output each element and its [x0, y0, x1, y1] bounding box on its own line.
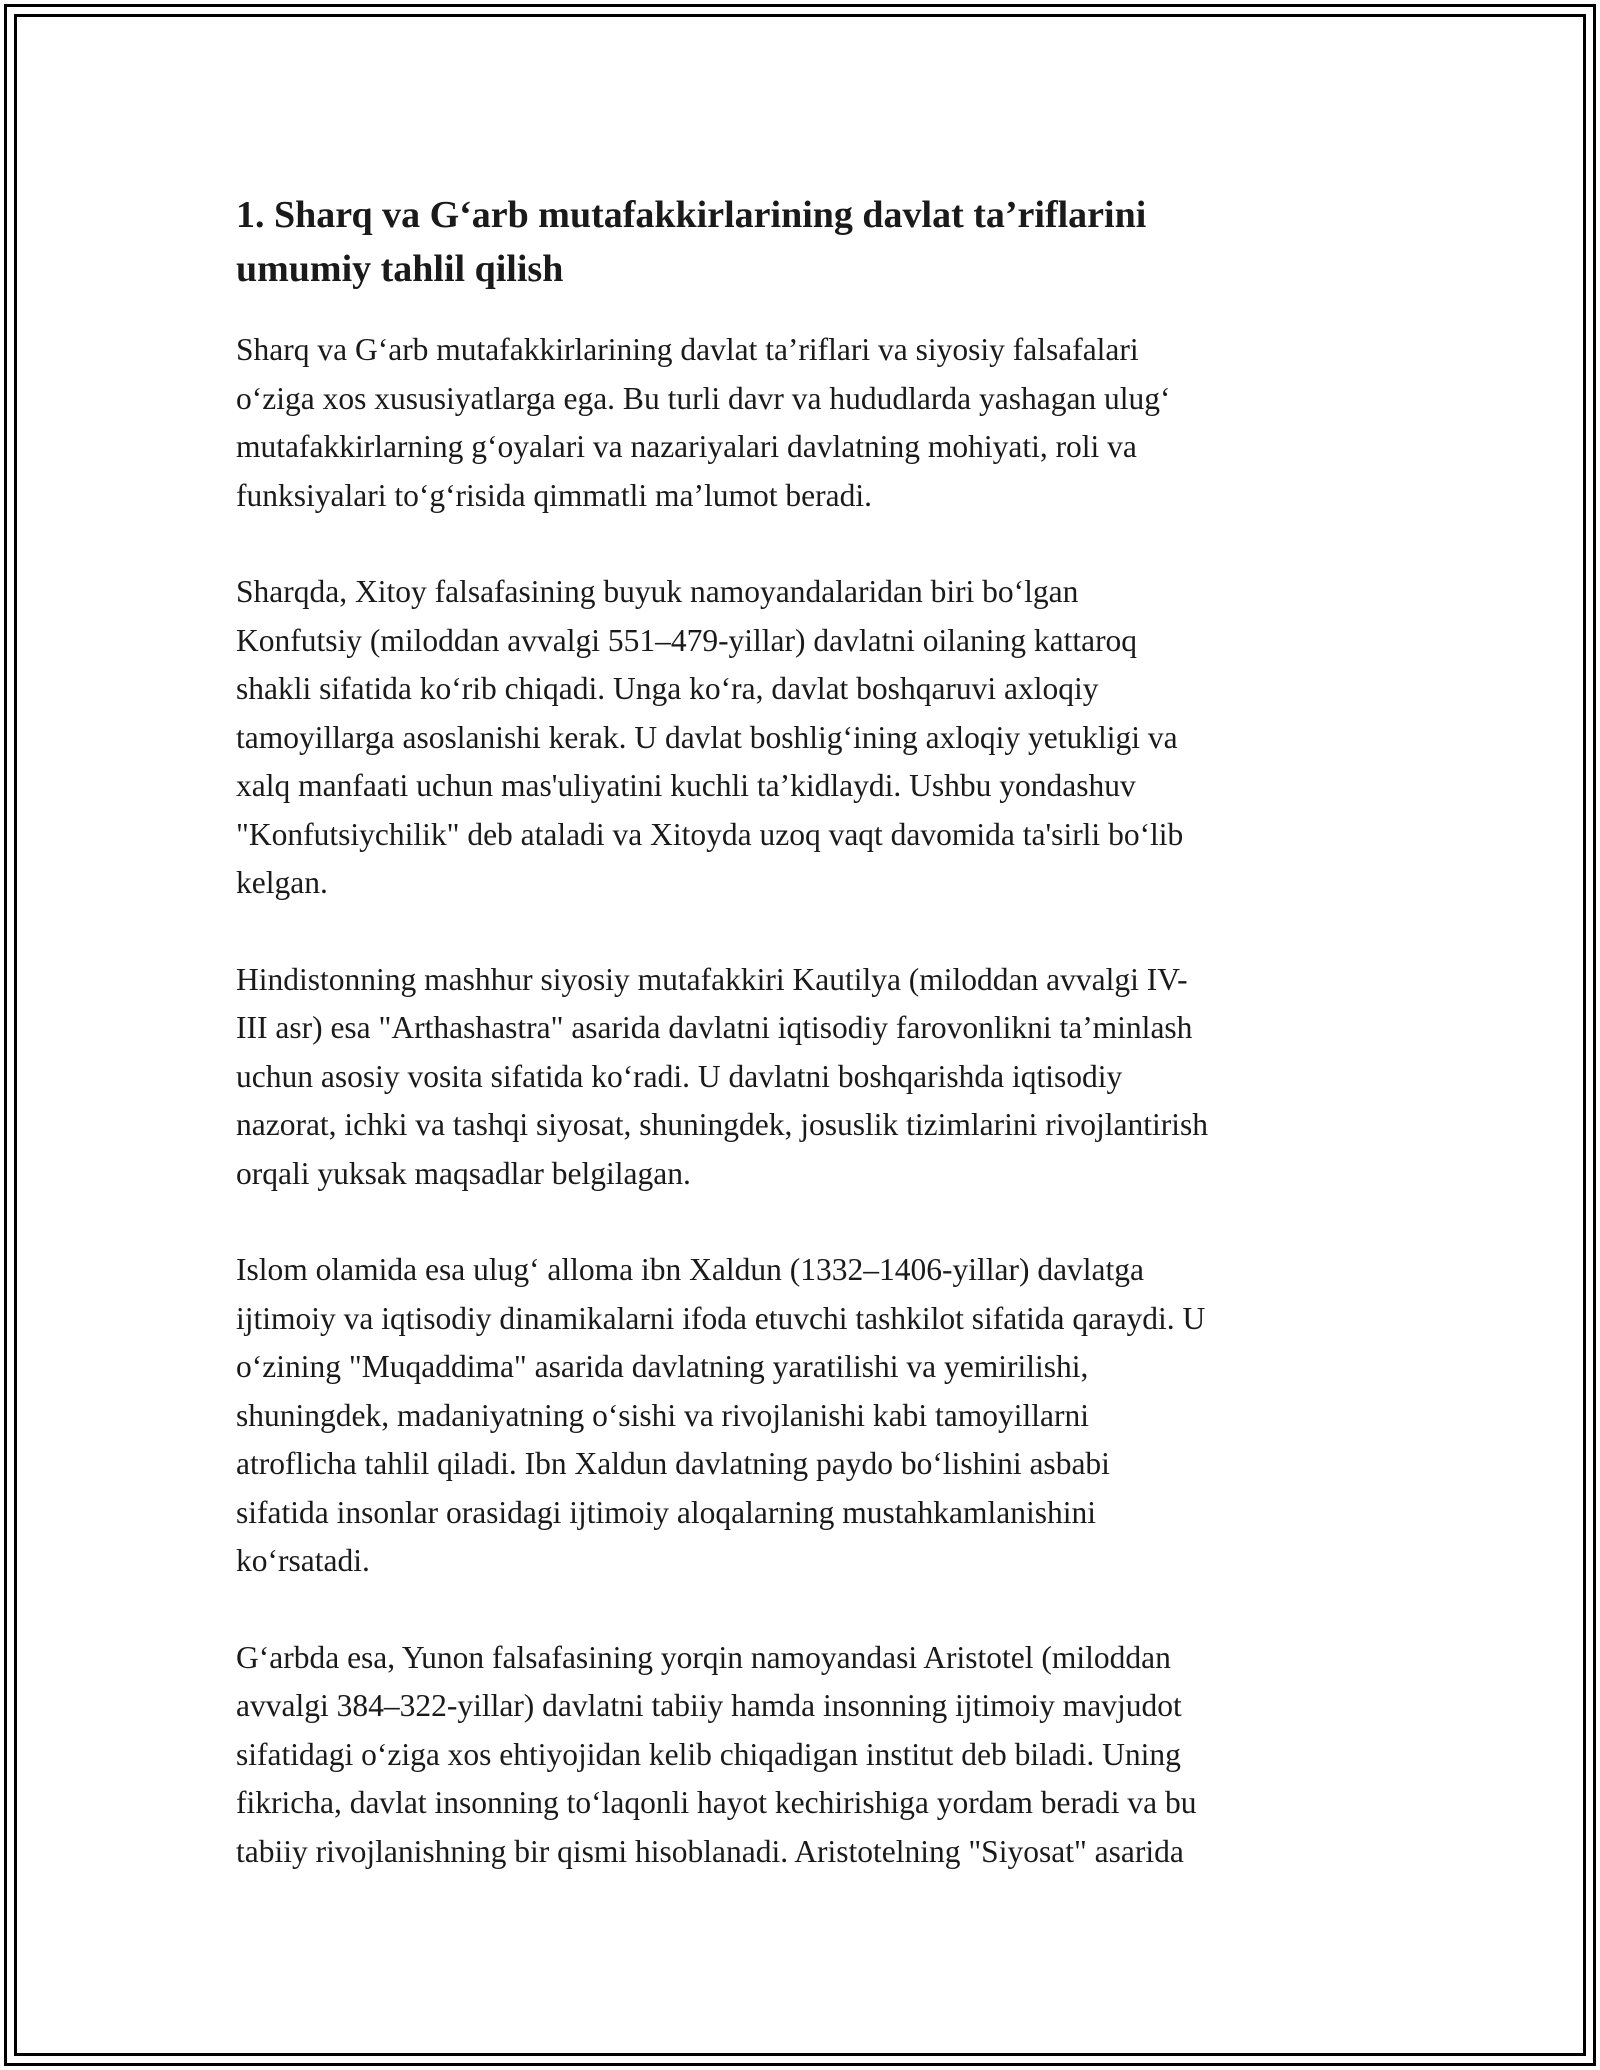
paragraph-kautilya	[236, 956, 1376, 1199]
heading-line: 1. Sharq va G‘arb mutafakkirlarining davlat ta’riflarini	[236, 194, 1147, 236]
text-line: tabiiy rivojlanishning bir qismi hisoblanadi. Aristotelning "Siyosat" asarida	[236, 1833, 1184, 1869]
text-line: Konfutsiy (miloddan avvalgi 551–479-yillar) davlatni oilaning kattaroq	[236, 622, 1138, 658]
text-line: shakli sifatida ko‘rib chiqadi. Unga ko‘ra, davlat boshqaruvi axloqiy	[236, 671, 1099, 706]
text-line: Sharqda, Xitoy falsafasining buyuk namoyandalaridan biri bo‘lgan	[236, 574, 1079, 609]
text-line: Islom olamida esa ulug‘ alloma ibn Xaldun (1332–1406-yillar) davlatga	[236, 1252, 1145, 1287]
text-line: atroflicha tahlil qiladi. Ibn Xaldun davlatning paydo bo‘lishini asbabi	[236, 1446, 1110, 1481]
text-line: ijtimoiy va iqtisodiy dinamikalarni ifoda etuvchi tashkilot sifatida qaraydi. U	[236, 1300, 1206, 1336]
text-line: Sharq va G‘arb mutafakkirlarining davlat ta’riflari va siyosiy falsafalari	[236, 332, 1139, 367]
text-line: o‘ziga xos xususiyatlarga ega. Bu turli davr va hududlarda yashagan ulug‘	[236, 380, 1171, 416]
text-line: "Konfutsiychilik" deb ataladi va Xitoyda uzoq vaqt davomida ta'sirli bo‘lib	[236, 816, 1184, 852]
text-line: G‘arbda esa, Yunon falsafasining yorqin namoyandasi Aristotel (miloddan	[236, 1639, 1171, 1675]
section-heading	[236, 188, 1376, 296]
text-line: ko‘rsatadi.	[236, 1543, 370, 1578]
paragraph-konfutsiy	[236, 568, 1376, 908]
text-line: III asr) esa "Arthashastra" asarida davlatni iqtisodiy farovonlikni ta’minlash	[236, 1010, 1193, 1045]
paragraph-aristotel	[236, 1634, 1376, 1877]
text-line: sifatidagi o‘ziga xos ehtiyojidan kelib chiqadigan institut deb biladi. Uning	[236, 1736, 1181, 1772]
text-line: orqali yuksak maqsadlar belgilagan.	[236, 1155, 691, 1191]
text-line: shuningdek, madaniyatning o‘sishi va rivojlanishi kabi tamoyillarni	[236, 1397, 1089, 1433]
paragraph-ibn-xaldun	[236, 1246, 1376, 1586]
text-line: xalq manfaati uchun mas'uliyatini kuchli ta’kidlaydi. Ushbu yondashuv	[236, 768, 1136, 803]
heading-line: umumiy tahlil qilish	[236, 248, 564, 290]
text-line: uchun asosiy vosita sifatida ko‘radi. U davlatni boshqarishda iqtisodiy	[236, 1058, 1123, 1094]
text-line: tamoyillarga asoslanishi kerak. U davlat boshlig‘ining axloqiy yetukligi va	[236, 719, 1178, 755]
paragraph-intro	[236, 326, 1376, 520]
text-line: sifatida insonlar orasidagi ijtimoiy aloqalarning mustahkamlanishini	[236, 1494, 1096, 1530]
text-line: kelgan.	[236, 865, 328, 900]
text-line: o‘zining "Muqaddima" asarida davlatning yaratilishi va yemirilishi,	[236, 1349, 1089, 1384]
text-line: Hindistonning mashhur siyosiy mutafakkiri Kautilya (miloddan avvalgi IV-	[236, 961, 1188, 997]
text-line: nazorat, ichki va tashqi siyosat, shuningdek, josuslik tizimlarini rivojlantirish	[236, 1107, 1208, 1142]
document-body	[236, 188, 1376, 1876]
text-line: mutafakkirlarning g‘oyalari va nazariyalari davlatning mohiyati, roli va	[236, 429, 1137, 464]
text-line: funksiyalari to‘g‘risida qimmatli ma’lumot beradi.	[236, 477, 872, 513]
text-line: avvalgi 384–322-yillar) davlatni tabiiy hamda insonning ijtimoiy mavjudot	[236, 1688, 1182, 1723]
text-line: fikricha, davlat insonning to‘laqonli hayot kechirishiga yordam beradi va bu	[236, 1785, 1197, 1820]
